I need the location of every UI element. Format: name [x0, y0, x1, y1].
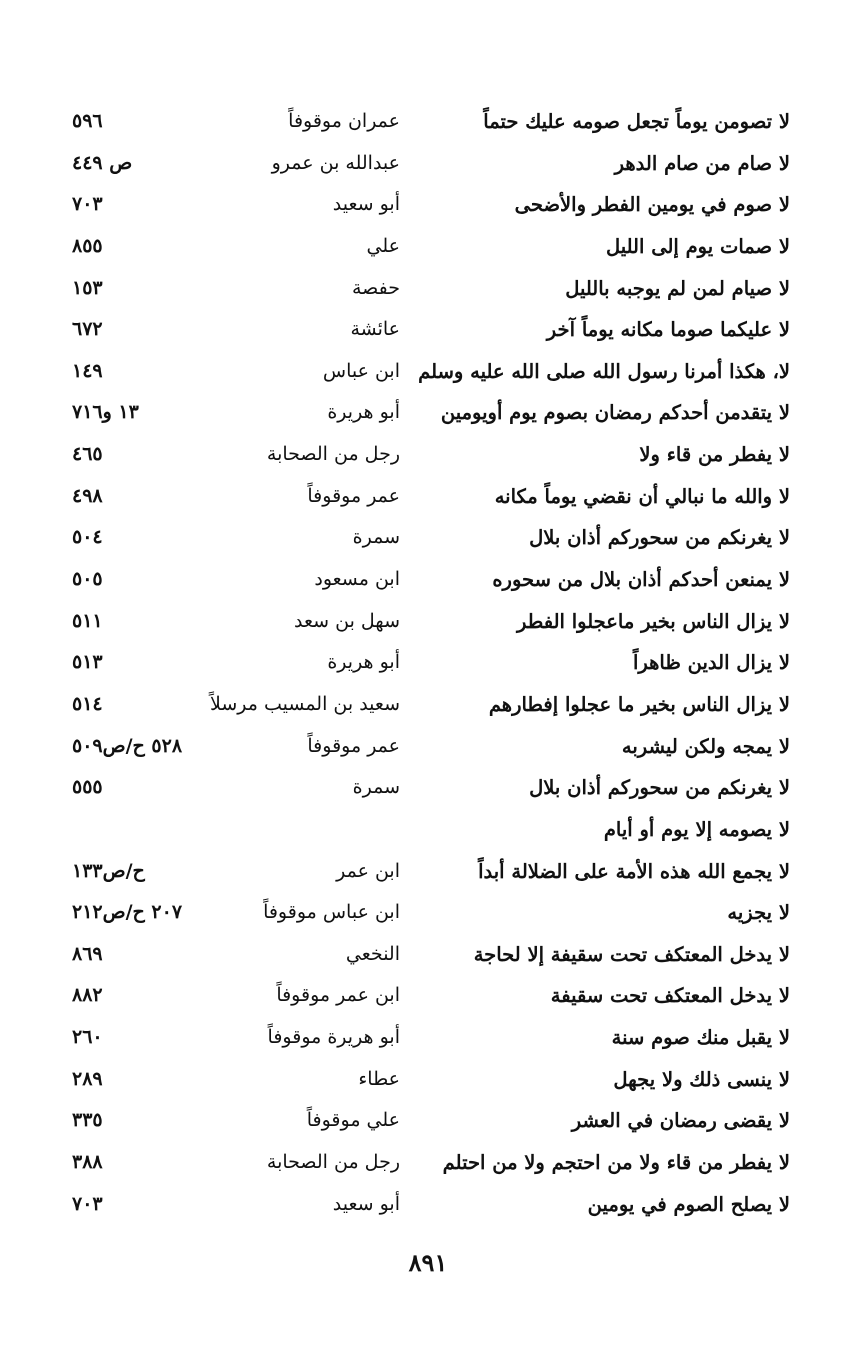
table-row [60, 726, 790, 768]
narrator: أبو هريرة موقوفاً [267, 1026, 400, 1049]
narrator: عبدالله بن عمرو [271, 151, 400, 174]
narrator: علي [366, 234, 400, 257]
hadith-text: لا والله ما نبالي أن نقضي يوماً مكانه [494, 484, 790, 508]
table-row [60, 1142, 790, 1184]
narrator: ابن عباس [322, 359, 400, 382]
hadith-text: لا ينسى ذلك ولا يجهل [613, 1067, 790, 1091]
hadith-text: لا صوم في يومين الفطر والأضحى [514, 193, 790, 217]
reference-number: ٧٠٣ [72, 1192, 103, 1215]
table-row [60, 601, 790, 643]
narrator: سمرة [352, 776, 400, 799]
hadith-text: لا صمات يوم إلى الليل [605, 234, 790, 258]
hadith-text: لا يغرنكم من سحوركم أذان بلال [529, 776, 790, 800]
reference-number: ٣٣٥ [72, 1109, 103, 1132]
reference-number: ٥٥٥ [72, 776, 103, 799]
narrator: أبو هريرة [327, 401, 400, 424]
hadith-text: لا يقبل منك صوم سنة [611, 1026, 790, 1050]
reference-number: ٥١٣ [72, 651, 103, 674]
reference-number: ٨٥٥ [72, 234, 103, 257]
narrator: أبو سعيد [332, 1192, 400, 1215]
table-row [60, 392, 790, 434]
hadith-text: لا، هكذا أمرنا رسول الله صلى الله عليه وسلم [418, 359, 790, 383]
table-row [60, 143, 790, 185]
narrator: ابن عمر [336, 859, 400, 882]
reference-number: ٢٦٠ [72, 1026, 103, 1049]
narrator: عمر موقوفاً [307, 734, 400, 757]
reference-number: ٥١١ [72, 609, 103, 632]
hadith-text: لا يقضى رمضان في العشر [571, 1109, 790, 1133]
table-row [60, 767, 790, 809]
reference-number: ١٤٩ [72, 359, 103, 382]
hadith-text: لا تصومن يوماً تجعل صومه عليك حتماً [483, 110, 790, 133]
table-row [60, 351, 790, 393]
reference-number: ٣٨٨ [72, 1151, 103, 1174]
reference-number: ٢٠٧ ح/ص٢١٢ [72, 901, 183, 924]
narrator: رجل من الصحابة [266, 443, 400, 466]
reference-number: ٥٠٥ [72, 568, 103, 591]
reference-number: ٤٦٥ [72, 443, 103, 466]
table-row [60, 309, 790, 351]
narrator: أبو هريرة [327, 651, 400, 674]
narrator: ابن مسعود [314, 568, 400, 591]
hadith-text: لا يفطر من قاء ولا من احتجم ولا من احتلم [442, 1151, 790, 1175]
table-row [60, 1184, 790, 1226]
narrator: عطاء [358, 1067, 400, 1090]
table-row [60, 101, 790, 143]
reference-number: ح/ص١٣٣ [72, 859, 145, 882]
narrator: ابن عباس موقوفاً [263, 901, 400, 924]
page-number: ٨٩١ [408, 1248, 448, 1277]
hadith-index-table [60, 101, 790, 1225]
hadith-text: لا يدخل المعتكف تحت سقيفة إلا لحاجة [473, 942, 790, 966]
table-row [60, 1017, 790, 1059]
reference-number: ٧٠٣ [72, 193, 103, 216]
reference-number: ص ٤٤٩ [72, 151, 133, 174]
narrator: سمرة [352, 526, 400, 549]
hadith-text: لا يصومه إلا يوم أو أيام [603, 817, 790, 841]
hadith-text: لا يمنعن أحدكم أذان بلال من سحوره [492, 568, 790, 592]
reference-number: ٥٢٨ ح/ص٥٠٩ [72, 734, 183, 757]
hadith-text: لا يغرنكم من سحوركم أذان بلال [529, 526, 790, 550]
table-row [60, 642, 790, 684]
narrator: ابن عمر موقوفاً [276, 984, 400, 1007]
hadith-text: لا صام من صام الدهر [614, 151, 790, 175]
hadith-text: لا يزال الناس بخير ما عجلوا إفطارهم [488, 692, 790, 716]
reference-number: ٨٨٢ [72, 984, 103, 1007]
reference-number: ٨٦٩ [72, 942, 103, 965]
hadith-text: لا يدخل المعتكف تحت سقيفة [550, 984, 790, 1008]
hadith-text: لا يجزيه [727, 901, 790, 925]
table-row [60, 268, 790, 310]
hadith-text: لا يزال الدين ظاهراً [632, 651, 790, 675]
reference-number: ٥٠٤ [72, 526, 103, 549]
hadith-text: لا يتقدمن أحدكم رمضان بصوم يوم أويومين [440, 401, 790, 425]
narrator: عائشة [350, 318, 400, 341]
reference-number: ١٥٣ [72, 276, 103, 299]
narrator: علي موقوفاً [306, 1109, 400, 1132]
hadith-text: لا يصلح الصوم في يومين [587, 1192, 790, 1216]
hadith-text: لا يفطر من قاء ولا [639, 443, 790, 467]
table-row [60, 975, 790, 1017]
table-row [60, 184, 790, 226]
table-row [60, 684, 790, 726]
table-row [60, 226, 790, 268]
table-row [60, 517, 790, 559]
table-row [60, 559, 790, 601]
narrator: عمر موقوفاً [307, 484, 400, 507]
narrator: سعيد بن المسيب مرسلاً [210, 692, 400, 715]
hadith-text: لا يجمع الله هذه الأمة على الضلالة أبداً [478, 859, 790, 883]
hadith-text: لا يمجه ولكن ليشربه [621, 734, 790, 758]
reference-number: ٤٩٨ [72, 484, 103, 507]
table-row [60, 892, 790, 934]
hadith-text: لا عليكما صوما مكانه يوماً آخر [546, 318, 790, 342]
reference-number: ٥١٤ [72, 692, 103, 715]
hadith-text: لا يزال الناس بخير ماعجلوا الفطر [516, 609, 790, 633]
narrator: رجل من الصحابة [266, 1151, 400, 1174]
narrator: عمران موقوفاً [288, 110, 400, 132]
reference-number: ٥٩٦ [72, 110, 103, 132]
table-row [60, 476, 790, 518]
reference-number: ٦٧٢ [72, 318, 103, 341]
table-row [60, 809, 790, 851]
table-row [60, 851, 790, 893]
table-row [60, 434, 790, 476]
reference-number: ١٣ و٧١٦ [72, 401, 139, 424]
reference-number: ٢٨٩ [72, 1067, 103, 1090]
narrator: حفصة [351, 276, 400, 299]
table-row [60, 1100, 790, 1142]
table-row [60, 934, 790, 976]
narrator: أبو سعيد [332, 193, 400, 216]
hadith-text: لا صيام لمن لم يوجبه بالليل [565, 276, 790, 300]
narrator: النخعي [345, 942, 400, 965]
narrator: سهل بن سعد [294, 609, 400, 632]
table-row [60, 1059, 790, 1101]
